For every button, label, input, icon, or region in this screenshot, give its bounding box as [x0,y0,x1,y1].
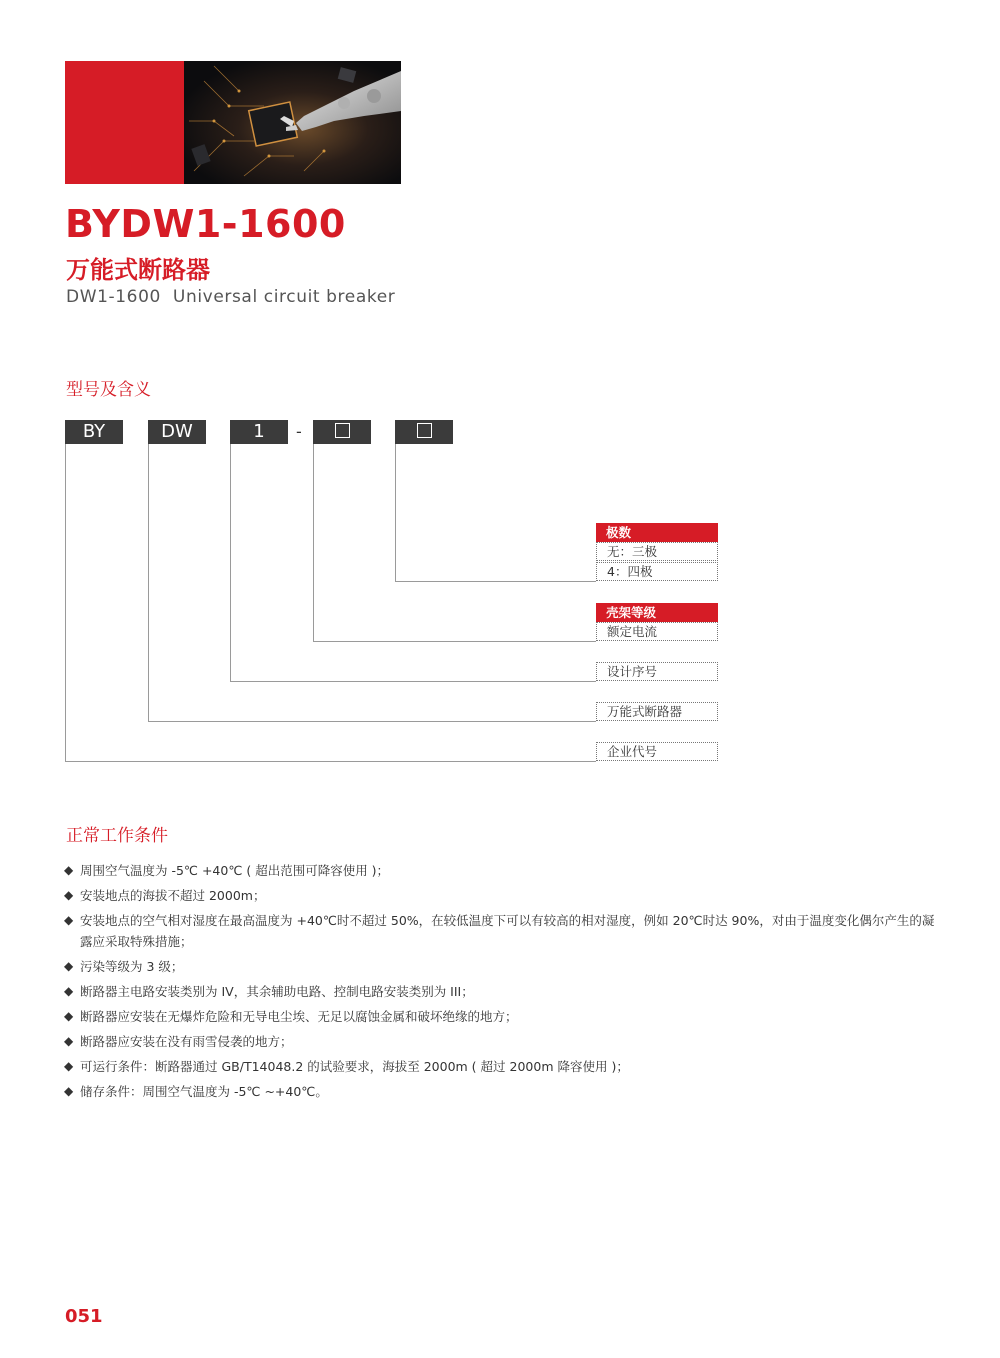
section-heading-conditions: 正常工作条件 [66,826,168,846]
placeholder-square-icon [335,423,350,438]
page-number: 051 [65,1306,103,1327]
diamond-bullet-icon: ◆ [64,863,74,877]
poles-header: 极数 [596,523,718,542]
list-item: ◆ 污染等级为 3 级； [64,956,944,977]
company-code: 企业代号 [596,742,718,761]
frame-current: 额定电流 [596,622,718,641]
diamond-bullet-icon: ◆ [64,913,74,927]
code-box-frame [313,420,371,444]
code-box-design: 1 [230,420,288,444]
diamond-bullet-icon: ◆ [64,959,74,973]
code-separator: - [296,422,302,441]
diamond-bullet-icon: ◆ [64,888,74,902]
design-number: 设计序号 [596,662,718,681]
product-type: 万能式断路器 [596,702,718,721]
header-banner [65,61,401,184]
placeholder-square-icon [417,423,432,438]
list-item: ◆ 断路器应安装在无爆炸危险和无导电尘埃、无足以腐蚀金属和破坏绝缘的地方； [64,1006,944,1027]
conditions-list [64,860,944,1106]
list-item: ◆ 周围空气温度为 -5℃ +40℃ ( 超出范围可降容使用 )； [64,860,944,881]
poles-option-4: 4：四极 [596,562,718,581]
diamond-bullet-icon: ◆ [64,1084,74,1098]
section-heading-model: 型号及含义 [66,380,151,400]
code-box-dw: DW [148,420,206,444]
diamond-bullet-icon: ◆ [64,1059,74,1073]
code-box-by: BY [65,420,123,444]
banner-red-block [65,61,184,184]
list-item: ◆ 储存条件：周围空气温度为 -5℃ ~+40℃。 [64,1081,944,1102]
product-title: BYDW1-1600 [65,202,346,246]
list-item: ◆ 安装地点的空气相对湿度在最高温度为 +40℃时不超过 50%，在较低温度下可以有较高的相对湿度，例如 20℃时达 90%，对由于温度变化偶尔产生的凝露应采取特殊措施； [64,910,944,952]
poles-option-3: 无：三极 [596,542,718,561]
frame-header: 壳架等级 [596,603,718,622]
list-item: ◆ 安装地点的海拔不超过 2000m； [64,885,944,906]
code-box-poles [395,420,453,444]
robot-chip-image [184,61,401,184]
list-item: ◆ 断路器应安装在没有雨雪侵袭的地方； [64,1031,944,1052]
diamond-bullet-icon: ◆ [64,1009,74,1023]
diamond-bullet-icon: ◆ [64,984,74,998]
diamond-bullet-icon: ◆ [64,1034,74,1048]
product-title-en: DW1-1600 Universal circuit breaker [66,287,396,307]
product-title-cn: 万能式断路器 [66,256,210,284]
list-item: ◆ 可运行条件：断路器通过 GB/T14048.2 的试验要求，海拔至 2000m ( 超过 2000m 降容使用 )； [64,1056,944,1077]
list-item: ◆ 断路器主电路安装类别为 IV，其余辅助电路、控制电路安装类别为 III； [64,981,944,1002]
